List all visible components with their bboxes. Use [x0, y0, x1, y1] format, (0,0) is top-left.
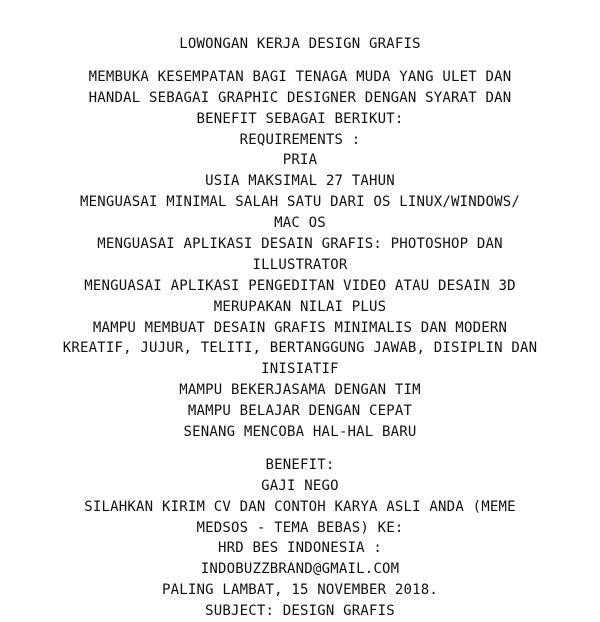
requirement-line: MENGUASAI APLIKASI PENGEDITAN VIDEO ATAU DESAIN 3D [84, 277, 516, 294]
requirement-line: MAMPU BELAJAR DENGAN CEPAT [187, 403, 413, 420]
requirement-line: MENGUASAI APLIKASI DESAIN GRAFIS: PHOTOSHOP DAN [97, 236, 503, 253]
intro-line: BENEFIT SEBAGAI BERIKUT: [196, 110, 404, 127]
contact-line: MEDSOS - TEMA BEBAS) KE: [196, 519, 404, 536]
requirement-line: MAMPU BEKERJASAMA DENGAN TIM [179, 382, 421, 399]
requirement-line: MENGUASAI MINIMAL SALAH SATU DARI OS LINUX/WINDOWS/ [79, 194, 521, 211]
contact-deadline: PALING LAMBAT, 15 NOVEMBER 2018. [161, 582, 439, 599]
requirement-line: ILLUSTRATOR [252, 256, 348, 273]
requirement-line: INISIATIF [261, 361, 339, 378]
contact-line: HRD BES INDONESIA : [218, 540, 382, 557]
posting-title: LOWONGAN KERJA DESIGN GRAFIS [179, 36, 421, 52]
requirement-line: MAC OS [274, 215, 326, 232]
spacer [0, 55, 600, 67]
contact-line: SILAHKAN KIRIM CV DAN CONTOH KARYA ASLI ANDA (MEME [84, 498, 516, 515]
benefit-line: GAJI NEGO [261, 477, 339, 494]
requirement-line: USIA MAKSIMAL 27 TAHUN [205, 173, 395, 190]
contact-email: INDOBUZZBRAND@GMAIL.COM [200, 561, 400, 578]
benefit-heading: BENEFIT: [265, 456, 335, 473]
spacer [0, 443, 600, 455]
requirement-line: PRIA [282, 152, 318, 169]
requirement-line: SENANG MENCOBA HAL-HAL BARU [183, 424, 417, 441]
intro-line: MEMBUKA KESEMPATAN BAGI TENAGA MUDA YANG ULET DAN [88, 68, 512, 85]
requirement-line: MERUPAKAN NILAI PLUS [213, 298, 387, 315]
requirement-line: KREATIF, JUJUR, TELITI, BERTANGGUNG JAWAB, DISIPLIN DAN [62, 340, 538, 357]
requirement-line: MAMPU MEMBUAT DESAIN GRAFIS MINIMALIS DAN MODERN [92, 319, 508, 336]
requirements-heading: REQUIREMENTS : [239, 131, 361, 148]
contact-subject: SUBJECT: DESIGN GRAFIS [205, 603, 395, 620]
intro-line: HANDAL SEBAGAI GRAPHIC DESIGNER DENGAN SYARAT DAN [88, 89, 512, 106]
